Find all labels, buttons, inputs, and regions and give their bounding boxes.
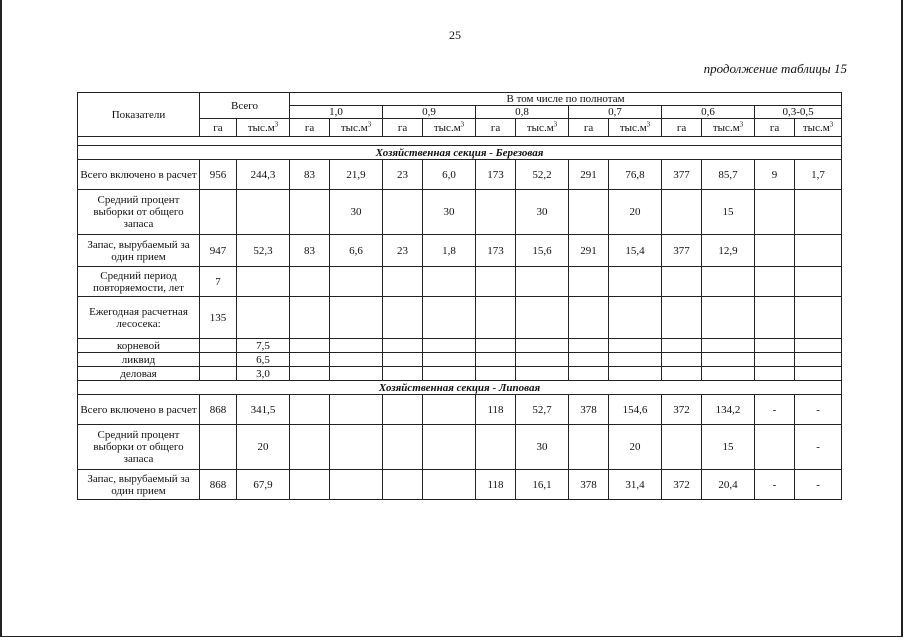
table-cell xyxy=(609,267,662,297)
unit-m3-text: тыс.м xyxy=(247,121,275,134)
header-indicators: Показатели xyxy=(78,93,200,137)
table-cell xyxy=(237,267,290,297)
table-cell xyxy=(662,339,702,353)
unit-m3 xyxy=(516,119,569,137)
table-cell: 52,7 xyxy=(516,395,569,425)
table-row xyxy=(78,367,842,381)
table-cell: 12,9 xyxy=(702,235,755,267)
unit-ha: га xyxy=(569,119,609,137)
table-cell xyxy=(423,470,476,500)
table-cell: 1,7 xyxy=(795,160,842,190)
table-cell xyxy=(330,353,383,367)
superscript: 3 xyxy=(274,119,279,128)
table-cell xyxy=(383,470,423,500)
table-cell: 372 xyxy=(662,470,702,500)
table-cell: 291 xyxy=(569,160,609,190)
table-row xyxy=(78,470,842,500)
table-cell xyxy=(662,267,702,297)
superscript: 3 xyxy=(460,119,465,128)
table-cell xyxy=(795,353,842,367)
table-cell xyxy=(383,353,423,367)
table-row xyxy=(78,235,842,267)
table-cell: 23 xyxy=(383,235,423,267)
table-cell xyxy=(569,339,609,353)
row-label: ликвид xyxy=(78,353,200,367)
table-cell xyxy=(237,190,290,235)
table-cell xyxy=(423,339,476,353)
table-cell: 15 xyxy=(702,425,755,470)
section-title: Хозяйственная секция - Березовая xyxy=(78,146,842,160)
table-cell xyxy=(569,190,609,235)
table-cell xyxy=(200,190,237,235)
table-cell xyxy=(330,267,383,297)
table-row xyxy=(78,395,842,425)
table-cell: - xyxy=(795,470,842,500)
table-cell: 20 xyxy=(609,425,662,470)
header-density-1: 0,9 xyxy=(383,106,476,119)
unit-m3 xyxy=(423,119,476,137)
table-cell xyxy=(662,425,702,470)
table-cell: 30 xyxy=(516,190,569,235)
table-cell: 6,5 xyxy=(237,353,290,367)
table-cell xyxy=(569,425,609,470)
table-row xyxy=(78,297,842,339)
table-cell: 20 xyxy=(609,190,662,235)
row-label: Средний процент выборки от общего запаса xyxy=(78,190,200,235)
table-cell: 3,0 xyxy=(237,367,290,381)
header-density-4: 0,6 xyxy=(662,106,755,119)
superscript: 3 xyxy=(553,119,558,128)
table-cell xyxy=(383,190,423,235)
unit-ha: га xyxy=(383,119,423,137)
table-cell: - xyxy=(755,470,795,500)
table-cell xyxy=(702,297,755,339)
table-row xyxy=(78,267,842,297)
table-cell: 135 xyxy=(200,297,237,339)
table-cell xyxy=(662,190,702,235)
superscript: 3 xyxy=(646,119,651,128)
table-cell: 244,3 xyxy=(237,160,290,190)
table-cell xyxy=(330,425,383,470)
row-label: Средний период повторяемости, лет xyxy=(78,267,200,297)
unit-m3-text: тыс.м xyxy=(619,121,647,134)
table-cell xyxy=(383,425,423,470)
table-row xyxy=(78,425,842,470)
unit-m3-text: тыс.м xyxy=(526,121,554,134)
table-cell: 20,4 xyxy=(702,470,755,500)
table-cell: 372 xyxy=(662,395,702,425)
table-cell xyxy=(200,339,237,353)
table-cell: 1,8 xyxy=(423,235,476,267)
table-cell: 21,9 xyxy=(330,160,383,190)
table-cell: 52,2 xyxy=(516,160,569,190)
table-cell xyxy=(795,367,842,381)
table-cell xyxy=(200,367,237,381)
table-cell xyxy=(755,353,795,367)
table-cell xyxy=(476,267,516,297)
table-cell xyxy=(516,367,569,381)
table-cell: 16,1 xyxy=(516,470,569,500)
unit-ha: га xyxy=(476,119,516,137)
unit-ha: га xyxy=(662,119,702,137)
table-cell: - xyxy=(795,395,842,425)
table-cell xyxy=(609,353,662,367)
table-cell xyxy=(569,297,609,339)
table-cell: 868 xyxy=(200,470,237,500)
table-cell xyxy=(516,267,569,297)
table-cell xyxy=(200,353,237,367)
table-cell: 377 xyxy=(662,160,702,190)
table-cell xyxy=(516,297,569,339)
table-cell xyxy=(423,367,476,381)
table-cell xyxy=(662,367,702,381)
table-cell: 85,7 xyxy=(702,160,755,190)
table-cell xyxy=(330,339,383,353)
header-density-2: 0,8 xyxy=(476,106,569,119)
table-cell: - xyxy=(795,425,842,470)
table-cell: 291 xyxy=(569,235,609,267)
table-cell: 7 xyxy=(200,267,237,297)
table-cell xyxy=(569,267,609,297)
table-cell: 7,5 xyxy=(237,339,290,353)
table-cell xyxy=(795,267,842,297)
table-cell xyxy=(290,190,330,235)
table-cell xyxy=(755,190,795,235)
table-cell xyxy=(702,339,755,353)
table-cell: 154,6 xyxy=(609,395,662,425)
table-cell xyxy=(755,267,795,297)
unit-m3 xyxy=(702,119,755,137)
page-number: 25 xyxy=(449,28,461,42)
unit-m3 xyxy=(609,119,662,137)
unit-m3 xyxy=(237,119,290,137)
row-label: деловая xyxy=(78,367,200,381)
superscript: 3 xyxy=(739,119,744,128)
table-cell: 868 xyxy=(200,395,237,425)
row-label: Запас, вырубаемый за один прием xyxy=(78,470,200,500)
table-continuation-caption: продолжение таблицы 15 xyxy=(703,61,847,76)
table-cell xyxy=(702,367,755,381)
table-row xyxy=(78,190,842,235)
table-cell xyxy=(290,339,330,353)
table-cell xyxy=(609,339,662,353)
table-cell: - xyxy=(755,395,795,425)
table-cell xyxy=(795,339,842,353)
table-cell xyxy=(662,353,702,367)
table-cell xyxy=(476,367,516,381)
row-label: Всего включено в расчет xyxy=(78,395,200,425)
table-cell xyxy=(383,339,423,353)
header-incl: В том числе по полнотам xyxy=(290,93,842,106)
unit-ha: га xyxy=(200,119,237,137)
table-row xyxy=(78,160,842,190)
unit-m3-text: тыс.м xyxy=(802,121,830,134)
table-cell xyxy=(662,297,702,339)
table-cell xyxy=(755,235,795,267)
table-cell xyxy=(383,267,423,297)
table-cell xyxy=(755,425,795,470)
table-cell: 67,9 xyxy=(237,470,290,500)
table-cell xyxy=(237,297,290,339)
table-cell: 76,8 xyxy=(609,160,662,190)
table-cell xyxy=(423,425,476,470)
section-title: Хозяйственная секция - Липовая xyxy=(78,381,842,395)
table-cell xyxy=(755,297,795,339)
table-cell: 30 xyxy=(330,190,383,235)
unit-m3-text: тыс.м xyxy=(712,121,740,134)
row-label: Запас, вырубаемый за один прием xyxy=(78,235,200,267)
row-label: Средний процент выборки от общего запаса xyxy=(78,425,200,470)
table-cell xyxy=(795,297,842,339)
table-cell: 6,6 xyxy=(330,235,383,267)
header-density-0: 1,0 xyxy=(290,106,383,119)
row-label: Ежегодная расчетная лесосека: xyxy=(78,297,200,339)
table-cell: 23 xyxy=(383,160,423,190)
unit-m3-text: тыс.м xyxy=(433,121,461,134)
table-cell: 378 xyxy=(569,470,609,500)
table-cell: 20 xyxy=(237,425,290,470)
table-cell xyxy=(423,353,476,367)
row-label: корневой xyxy=(78,339,200,353)
table-cell: 31,4 xyxy=(609,470,662,500)
table-cell: 956 xyxy=(200,160,237,190)
table-cell xyxy=(516,353,569,367)
table-cell xyxy=(423,297,476,339)
table-cell xyxy=(702,267,755,297)
table-cell xyxy=(290,367,330,381)
table-cell xyxy=(383,395,423,425)
table-row xyxy=(78,353,842,367)
table-cell xyxy=(290,395,330,425)
table-cell: 118 xyxy=(476,470,516,500)
table-cell xyxy=(290,470,330,500)
table-cell xyxy=(795,190,842,235)
table-cell: 9 xyxy=(755,160,795,190)
table-cell: 134,2 xyxy=(702,395,755,425)
table-row xyxy=(78,339,842,353)
table-cell xyxy=(609,297,662,339)
table-cell xyxy=(569,367,609,381)
table-cell xyxy=(383,297,423,339)
table-cell xyxy=(516,339,569,353)
table-cell xyxy=(290,297,330,339)
header-density-3: 0,7 xyxy=(569,106,662,119)
table-cell: 6,0 xyxy=(423,160,476,190)
header-total: Всего xyxy=(200,93,290,119)
table-cell: 30 xyxy=(516,425,569,470)
table-cell: 947 xyxy=(200,235,237,267)
table-cell xyxy=(330,470,383,500)
table-cell: 118 xyxy=(476,395,516,425)
table-cell xyxy=(423,395,476,425)
table-cell: 15,6 xyxy=(516,235,569,267)
table-cell xyxy=(702,353,755,367)
table-cell: 83 xyxy=(290,235,330,267)
header-density-5: 0,3-0,5 xyxy=(755,106,842,119)
table-cell xyxy=(290,353,330,367)
unit-m3 xyxy=(795,119,842,137)
table-cell: 83 xyxy=(290,160,330,190)
table-cell: 15 xyxy=(702,190,755,235)
unit-ha: га xyxy=(755,119,795,137)
table-cell xyxy=(383,367,423,381)
unit-ha: га xyxy=(290,119,330,137)
table-cell xyxy=(476,339,516,353)
table-cell: 173 xyxy=(476,160,516,190)
table-cell xyxy=(476,297,516,339)
superscript: 3 xyxy=(367,119,372,128)
table-cell: 378 xyxy=(569,395,609,425)
table-cell xyxy=(755,339,795,353)
table-cell: 341,5 xyxy=(237,395,290,425)
table-cell xyxy=(330,367,383,381)
table-cell xyxy=(755,367,795,381)
table-cell xyxy=(476,353,516,367)
table-cell: 52,3 xyxy=(237,235,290,267)
table-cell: 30 xyxy=(423,190,476,235)
table-cell xyxy=(330,395,383,425)
table-cell xyxy=(330,297,383,339)
row-label: Всего включено в расчет xyxy=(78,160,200,190)
table-cell xyxy=(423,267,476,297)
forest-table xyxy=(77,92,842,500)
spacer-row xyxy=(78,137,842,146)
table-cell: 15,4 xyxy=(609,235,662,267)
table-cell xyxy=(290,425,330,470)
unit-m3 xyxy=(330,119,383,137)
table-cell xyxy=(290,267,330,297)
table-cell xyxy=(795,235,842,267)
table-cell: 173 xyxy=(476,235,516,267)
superscript: 3 xyxy=(829,119,834,128)
table-cell xyxy=(569,353,609,367)
table-cell xyxy=(476,190,516,235)
table-cell: 377 xyxy=(662,235,702,267)
table-cell xyxy=(200,425,237,470)
table-cell xyxy=(609,367,662,381)
unit-m3-text: тыс.м xyxy=(340,121,368,134)
table-cell xyxy=(476,425,516,470)
